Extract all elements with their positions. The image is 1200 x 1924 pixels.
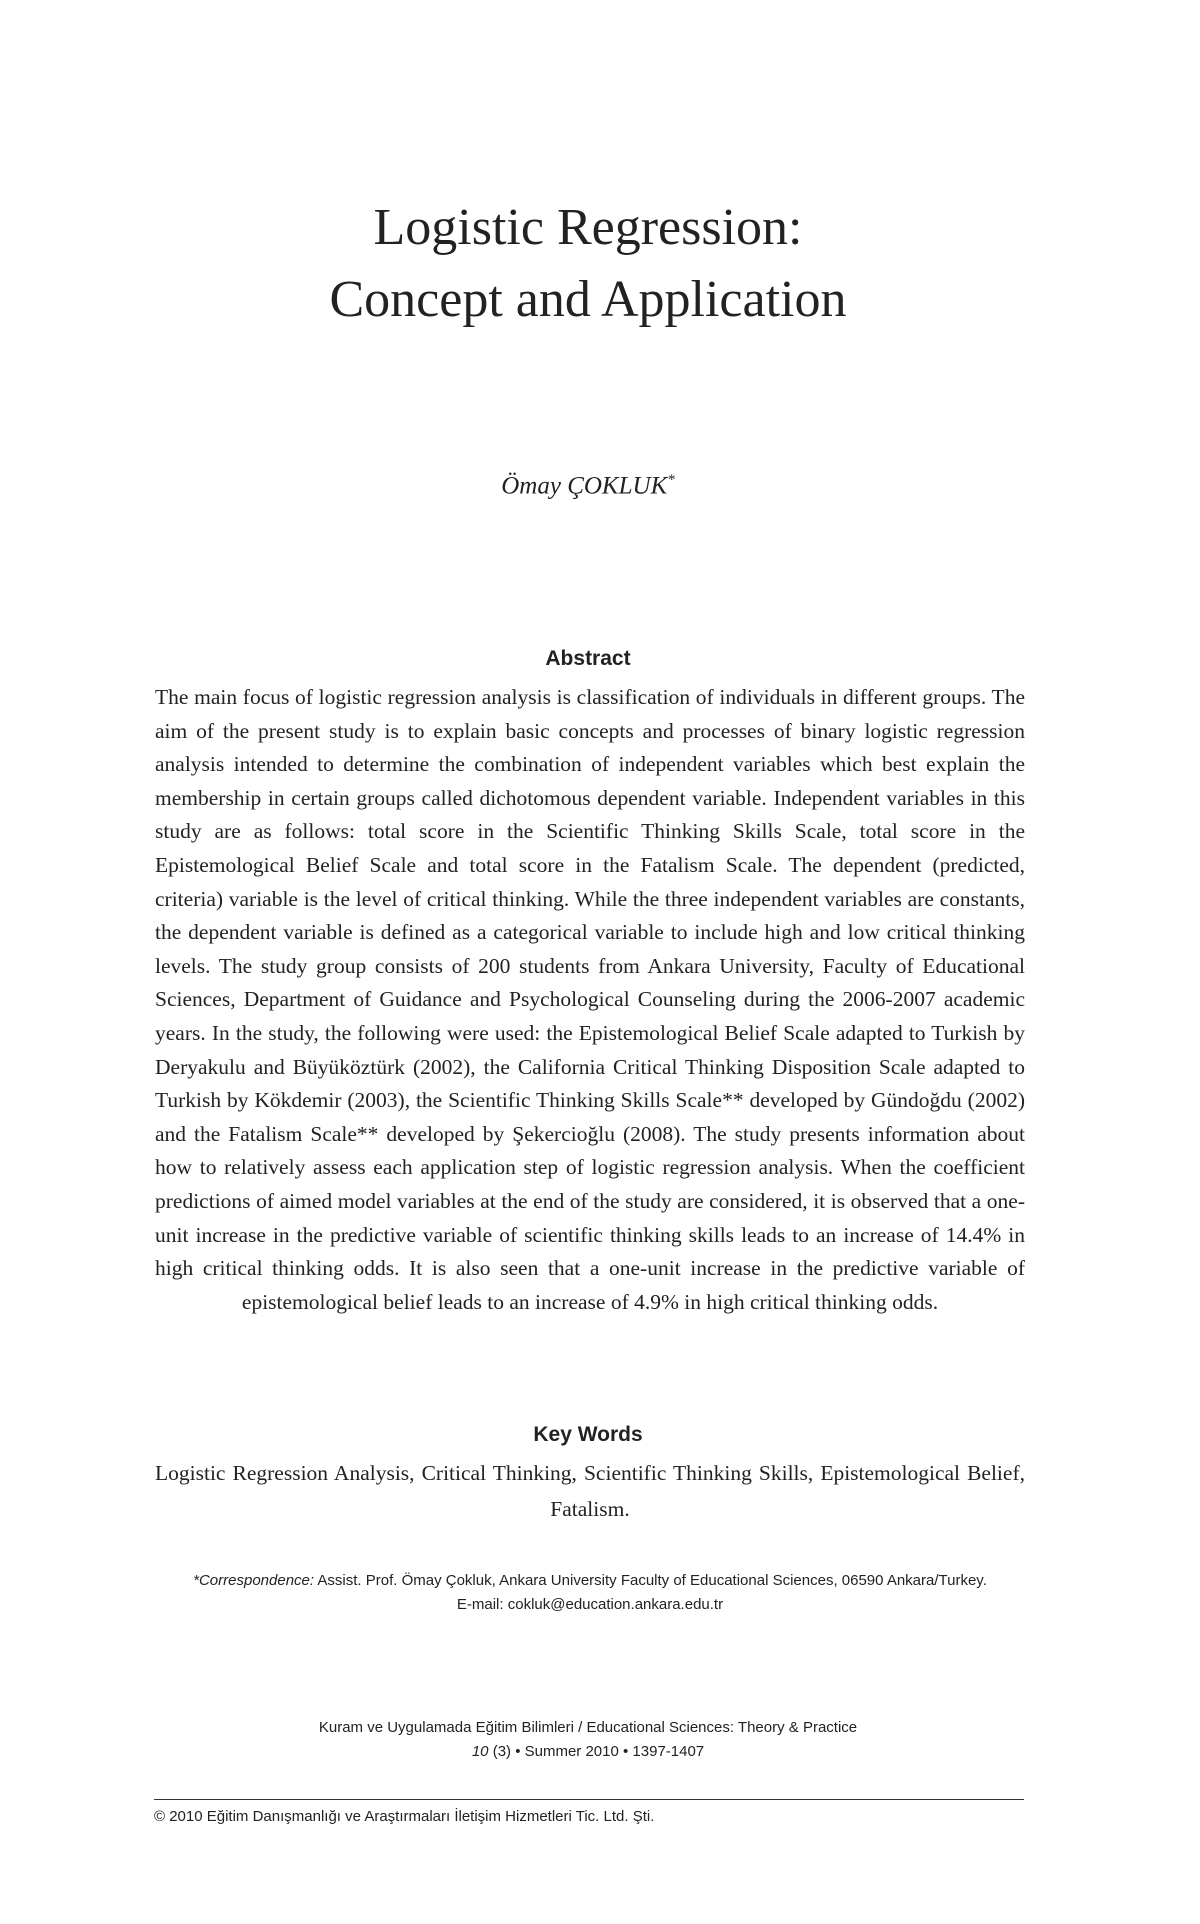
- journal-issue: [0, 1740, 1176, 1764]
- correspondence-label: *Correspondence:: [193, 1572, 315, 1589]
- journal-volume: 10: [471, 1743, 489, 1760]
- journal-name: Kuram ve Uygulamada Eğitim Bilimleri / Educational Sciences: Theory & Practice: [318, 1719, 858, 1736]
- correspondence-note: [160, 1569, 1020, 1617]
- journal-citation: [0, 1716, 1176, 1764]
- footer-divider: [154, 1799, 1024, 1800]
- keywords-heading: Key Words: [533, 1423, 643, 1446]
- author-footnote-marker: *: [667, 472, 675, 488]
- author-line: [0, 472, 1176, 500]
- copyright-notice: © 2010 Eğitim Danışmanlığı ve Araştırmaları İletişim Hizmetleri Tic. Ltd. Şti.: [154, 1808, 655, 1825]
- abstract-heading: Abstract: [545, 647, 631, 670]
- keywords-text: Logistic Regression Analysis, Critical Thinking, Scientific Thinking Skills, Epistemological Belief, Fatalism.: [155, 1461, 1025, 1521]
- paper-title-line-1: Logistic Regression:: [373, 199, 803, 256]
- correspondence-text: Assist. Prof. Ömay Çokluk, Ankara University Faculty of Educational Sciences, 06590 Ankara/Turkey.: [314, 1572, 987, 1589]
- paper-title: [0, 192, 1176, 336]
- abstract-text: The main focus of logistic regression analysis is classification of individuals in different groups. The aim of the present study is to explain basic concepts and processes of binary logistic regression analysis intended to determine the combination of independent variables which best explain the membership in certain groups called dichotomous dependent variable. Independent variables in this study are as follows: total score in the Scientific Thinking Skills Scale, total score in the Epistemological Belief Scale and total score in the Fatalism Scale. The dependent (predicted, criteria) variable is the level of critical thinking. While the three independent variables are constants, the dependent variable is defined as a categorical variable to include high and low critical thinking levels. The study group consists of 200 students from Ankara University, Faculty of Educational Sciences, Department of Guidance and Psychological Counseling during the 2006-2007 academic years. In the study, the following were used: the Epistemological Belief Scale adapted to Turkish by Deryakulu and Büyüköztürk (2002), the California Critical Thinking Disposition Scale adapted to Turkish by Kökdemir (2003), the Scientific Thinking Skills Scale** developed by Gündoğdu (2002) and the Fatalism Scale** developed by Şekercioğlu (2008). The study presents information about how to relatively assess each application step of logistic regression analysis. When the coefficient predictions of aimed model variables at the end of the study are considered, it is observed that a one-unit increase in the predictive variable of scientific thinking skills leads to an increase of 14.4% in high critical thinking odds. It is also seen that a one-unit increase in the predictive variable of epistemological belief leads to an increase of 4.9% in high critical thinking odds.: [155, 685, 1025, 1314]
- correspondence-address: [160, 1569, 1020, 1593]
- paper-title-line-2: Concept and Application: [329, 271, 847, 328]
- correspondence-email: E-mail: cokluk@education.ankara.edu.tr: [456, 1596, 724, 1613]
- author-name: Ömay ÇOKLUK: [501, 472, 668, 500]
- journal-issue-pages: (3) • Summer 2010 • 1397-1407: [488, 1743, 705, 1760]
